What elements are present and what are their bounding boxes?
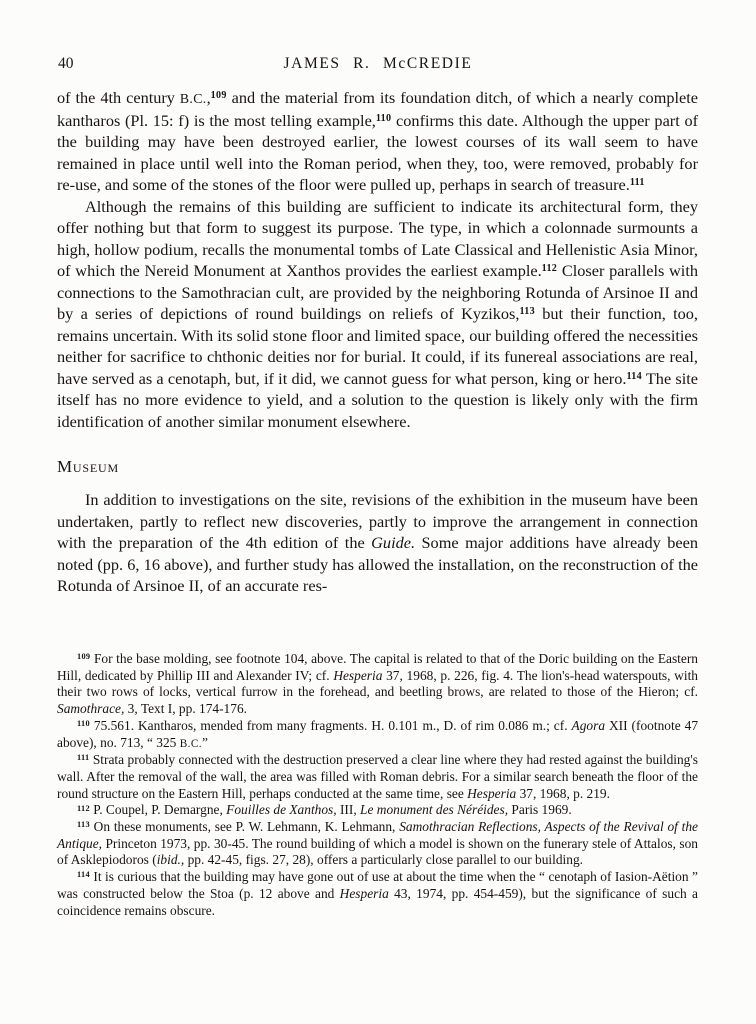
body-paragraph-2: Although the remains of this building are sufficient to indicate its architectural form, they offer nothing but that form to suggest its purpose. The type, in which a colonnade surmounts a high, hollow podium, recalls the monumental tombs of Late Classical and Hellenistic Asia Minor, of which the Nereid Monument at Xanthos provides the earliest example.$^{112}$ Closer parallels with connections to the Samothracian cult, are provided by the neighboring Rotunda of Arsinoe II and by a series of depictions of round buildings on reliefs of Kyzikos,$^{113}$ but their function, too, remains uncertain. With its solid stone floor and limited space, our building offered the necessities neither for sacrifice to chthonic deities nor for burial. It could, if its funereal associations are real, have served as a cenotaph, but, if it did, we cannot guess for what person, king or hero.$^{114}$ The site itself has no more evidence to yield, and a solution to the question is likely only with the firm identification of another similar monument elsewhere. (57, 196, 699, 431)
footnote-114: $^{114}$ It is curious that the building may have gone out of use at about the time when the “ cenotaph of Iasion-Aëtion ” was constructed below the Stoa (p. 12 above and Hesperia 43, 1974, pp. 454-459), but the significance of such a coincidence remains obscure. (57, 869, 698, 918)
main-text-column (57, 87, 698, 597)
footnote-109: $^{109}$ For the base molding, see footnote 104, above. The capital is related to that of the Doric building on the Eastern Hill, dedicated by Phillip III and Alexander IV; cf. Hesperia 37, 1968, p. 226, fig. 4. The lion's-head waterspouts, with their two rows of locks, vertical furrow in the forehead, and beetling brows, are related to those of the Hieron; cf. Samothrace, 3, Text I, pp. 174-176. (57, 651, 698, 717)
footnotes-block (57, 651, 698, 919)
footnote-110: $^{110}$ 75.561. Kantharos, mended from many fragments. H. 0.101 m., D. of rim 0.086 m.; cf. Agora XII (footnote 47 above), no. 713, “ 325 B.C.” (57, 717, 699, 750)
footnote-111: $^{111}$ Strata probably connected with the destruction preserved a clear line where they had rested against the building's wall. After the removal of the wall, the area was filled with Roman debris. For a similar search beneath the floor of the round structure on the Eastern Hill, perhaps conducted at the same time, see Hesperia 37, 1968, p. 219. (57, 752, 698, 801)
body-paragraph-1: of the 4th century B.C.,$^{109}$ and the material from its foundation ditch, of which a nearly complete kantharos (Pl. 15: f) is the most telling example,$^{110}$ confirms this date. Although the upper part of the building may have been destroyed earlier, the lowest courses of its wall seem to have remained in place until well into the Roman period, when they, too, were removed, probably for re-use, and some of the stones of the floor were pulled up, perhaps in search of treasure.$^{111}$ (57, 88, 699, 194)
running-header (57, 55, 699, 75)
footnote-112: $^{112}$ P. Coupel, P. Demargne, Fouilles de Xanthos, III, Le monument des Néréides, Paris 1969. (77, 802, 572, 818)
footnote-113: $^{113}$ On these monuments, see P. W. Lehmann, K. Lehmann, Samothracian Reflections, Aspects of the Revival of the Antique, Princeton 1973, pp. 30-45. The round building of which a model is shown on the funerary stele of Attalos, son of Asklepiodoros (ibid., pp. 42-45, figs. 27, 28), offers a particularly close parallel to our building. (57, 819, 699, 868)
section-heading-museum: Museum (57, 457, 119, 476)
page-number: 40 (58, 55, 74, 72)
running-head-author: JAMES R. McCREDIE (283, 55, 473, 72)
museum-paragraph-1: In addition to investigations on the site, revisions of the exhibition in the museum have been undertaken, partly to reflect new discoveries, partly to improve the arrangement in connection with the preparation of the 4th edition of the Guide. Some major additions have already been noted (pp. 6, 16 above), and further study has allowed the installation, on the reconstruction of the Rotunda of Arsinoe II, of an accurate res- (57, 490, 699, 595)
